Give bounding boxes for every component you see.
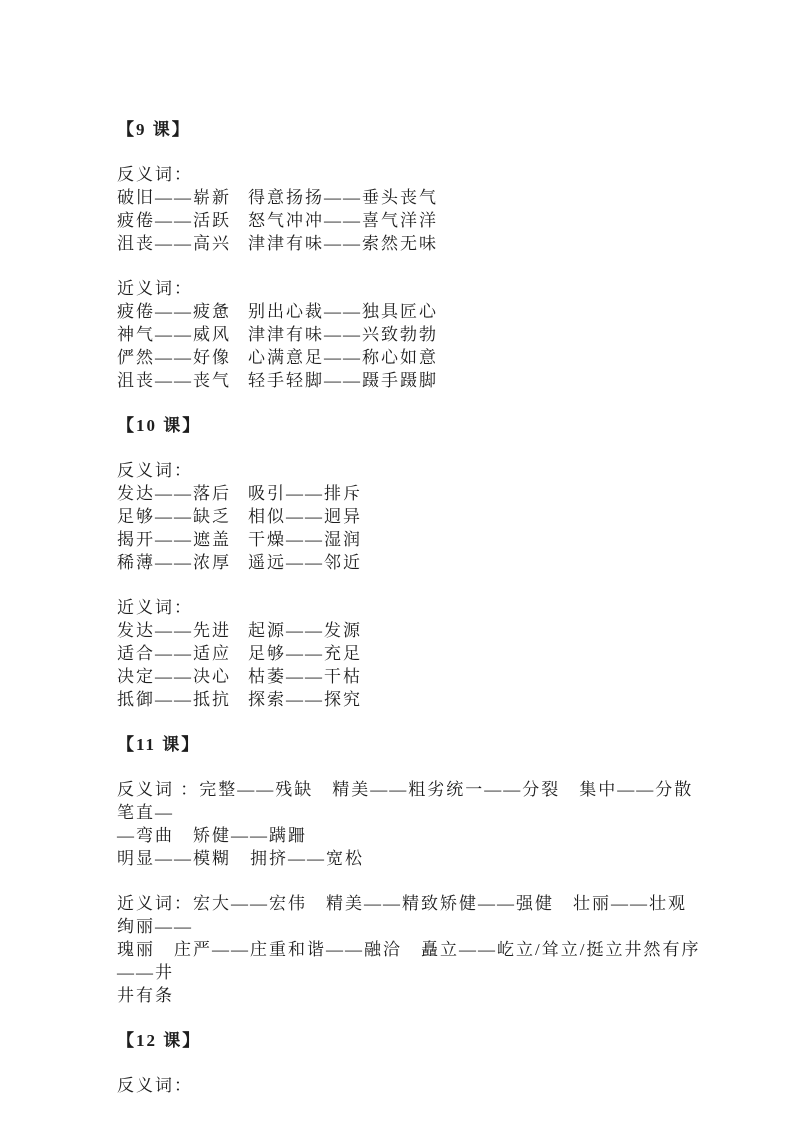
word-pair-row bbox=[117, 186, 705, 209]
word-pair-right: 起源——发源 bbox=[248, 621, 362, 640]
word-pair-row bbox=[117, 369, 705, 392]
word-pair-row bbox=[117, 688, 705, 711]
word-pair-row bbox=[117, 619, 705, 642]
word-pair-row bbox=[117, 209, 705, 232]
antonyms-block bbox=[117, 163, 705, 255]
word-pair-row bbox=[117, 505, 705, 528]
paragraph-line: 瑰丽 庄严——庄重和谐——融洽 矗立——屹立/耸立/挺立井然有序——井 bbox=[117, 940, 701, 982]
word-pair-right: 相似——迥异 bbox=[248, 507, 362, 526]
word-pair-left: 适合——适应 bbox=[117, 644, 231, 663]
word-pair-right: 吸引——排斥 bbox=[248, 484, 362, 503]
word-pair-row bbox=[117, 300, 705, 323]
word-pair-left: 发达——先进 bbox=[117, 621, 231, 640]
antonyms-paragraph bbox=[117, 778, 705, 870]
word-pair-row bbox=[117, 551, 705, 574]
word-pair-left: 神气——威风 bbox=[117, 325, 231, 344]
word-pair-right: 怒气冲冲——喜气洋洋 bbox=[248, 211, 438, 230]
word-pair-right: 心满意足——称心如意 bbox=[248, 348, 438, 367]
word-pair-left: 沮丧——高兴 bbox=[117, 234, 231, 253]
paragraph-line: 反义词 ：完整——残缺 精美——粗劣统一——分裂 集中——分散笔直— bbox=[117, 780, 694, 822]
word-pair-left: 发达——落后 bbox=[117, 484, 231, 503]
section-title: 【9 课】 bbox=[117, 120, 191, 139]
word-pair-left: 疲倦——疲惫 bbox=[117, 302, 231, 321]
antonyms-label: 反义词： bbox=[117, 461, 193, 480]
word-pair-right: 足够——充足 bbox=[248, 644, 362, 663]
word-pair-left: 疲倦——活跃 bbox=[117, 211, 231, 230]
synonyms-block bbox=[117, 596, 705, 711]
word-pair-right: 津津有味——索然无味 bbox=[248, 234, 438, 253]
section-lesson-10 bbox=[117, 414, 705, 711]
word-pair-right: 遥远——邻近 bbox=[248, 553, 362, 572]
word-pair-left: 决定——决心 bbox=[117, 667, 231, 686]
word-pair-left: 稀薄——浓厚 bbox=[117, 553, 231, 572]
synonyms-label: 近义词： bbox=[117, 279, 193, 298]
section-title: 【11 课】 bbox=[117, 735, 201, 754]
word-pair-row bbox=[117, 232, 705, 255]
synonyms-label: 近义词： bbox=[117, 598, 193, 617]
word-pair-right: 津津有味——兴致勃勃 bbox=[248, 325, 438, 344]
section-lesson-9 bbox=[117, 118, 705, 392]
word-pair-left: 抵御——抵抗 bbox=[117, 690, 231, 709]
synonyms-block bbox=[117, 277, 705, 392]
antonyms-block bbox=[117, 459, 705, 574]
paragraph-line: 明显——模糊 拥挤——宽松 bbox=[117, 849, 364, 868]
paragraph-line: —弯曲 矫健——蹒跚 bbox=[117, 826, 307, 845]
word-pair-right: 探索——探究 bbox=[248, 690, 362, 709]
word-pair-left: 沮丧——丧气 bbox=[117, 371, 231, 390]
word-pair-right: 别出心裁——独具匠心 bbox=[248, 302, 438, 321]
word-pair-left: 揭开——遮盖 bbox=[117, 530, 231, 549]
synonyms-paragraph bbox=[117, 892, 705, 1007]
word-pair-row bbox=[117, 323, 705, 346]
word-pair-row bbox=[117, 642, 705, 665]
word-pair-row bbox=[117, 528, 705, 551]
section-lesson-12 bbox=[117, 1029, 705, 1097]
section-title: 【12 课】 bbox=[117, 1031, 202, 1050]
word-pair-right: 枯萎——干枯 bbox=[248, 667, 362, 686]
word-pair-left: 俨然——好像 bbox=[117, 348, 231, 367]
word-pair-row bbox=[117, 346, 705, 369]
word-pair-row bbox=[117, 665, 705, 688]
paragraph-line: 井有条 bbox=[117, 986, 174, 1005]
word-pair-right: 轻手轻脚——蹑手蹑脚 bbox=[248, 371, 438, 390]
antonyms-block bbox=[117, 1074, 705, 1097]
section-title: 【10 课】 bbox=[117, 416, 202, 435]
antonyms-label: 反义词： bbox=[117, 1076, 193, 1095]
word-pair-left: 足够——缺乏 bbox=[117, 507, 231, 526]
section-lesson-11 bbox=[117, 733, 705, 1007]
paragraph-line: 近义词：宏大——宏伟 精美——精致矫健——强健 壮丽——壮观绚丽—— bbox=[117, 894, 687, 936]
word-pair-left: 破旧——崭新 bbox=[117, 188, 231, 207]
word-pair-row bbox=[117, 482, 705, 505]
word-pair-right: 干燥——湿润 bbox=[248, 530, 362, 549]
antonyms-label: 反义词： bbox=[117, 165, 193, 184]
word-pair-right: 得意扬扬——垂头丧气 bbox=[248, 188, 438, 207]
